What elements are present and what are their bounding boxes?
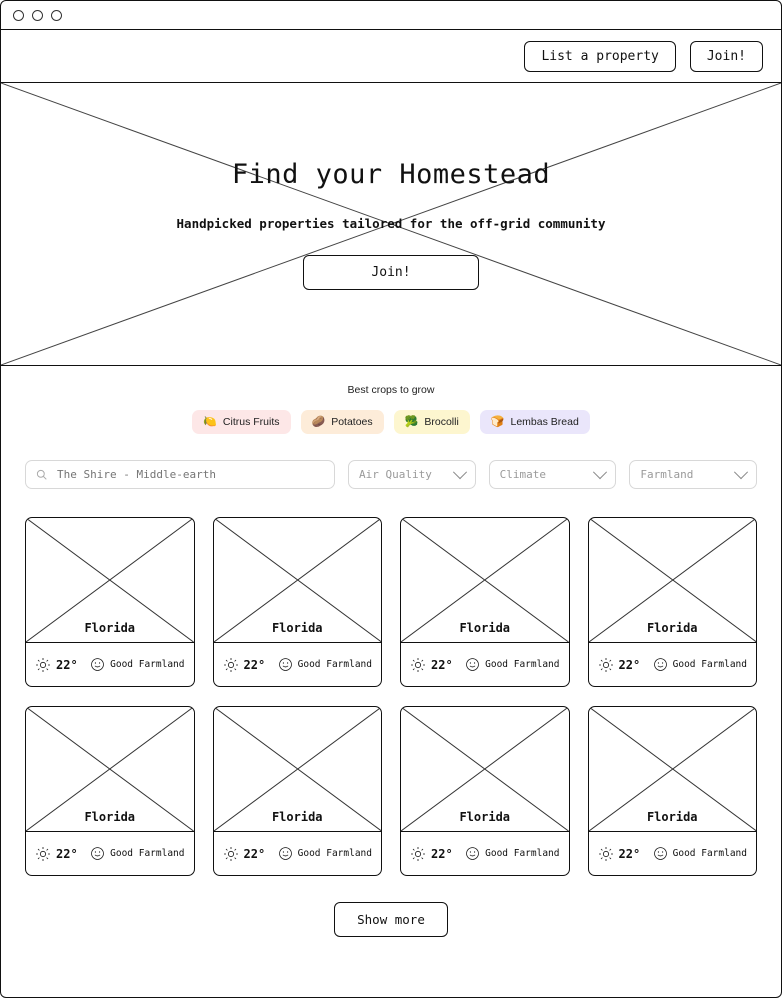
farmland-info [278,846,372,861]
temperature-value: 22° [618,846,641,861]
crop-chip-label: Brocolli [424,416,459,428]
listing-meta [401,832,569,875]
search-icon [36,469,47,480]
listing-image [589,518,757,643]
farmland-info [465,657,559,672]
hero-subtitle: Handpicked properties tailored for the off-grid community [176,215,606,231]
crop-chip-label: Citrus Fruits [222,416,280,428]
listing-card[interactable] [25,517,195,687]
temperature-info [223,846,266,862]
listing-title: Florida [269,621,326,635]
filter-climate[interactable] [489,460,617,489]
listing-card[interactable] [588,706,758,876]
location-search[interactable] [25,460,335,489]
crop-chip-label: Potatoes [331,416,373,428]
top-nav [1,30,781,83]
temperature-info [35,846,78,862]
farmland-quality: Good Farmland [672,659,747,670]
listing-card[interactable] [25,706,195,876]
farmland-quality: Good Farmland [485,659,560,670]
smiley-icon [653,657,668,672]
listing-title: Florida [644,810,701,824]
listing-card[interactable] [588,517,758,687]
main-content [1,366,781,997]
listing-title: Florida [644,621,701,635]
temperature-value: 22° [243,846,266,861]
listing-card[interactable] [400,706,570,876]
minimize-icon[interactable] [32,10,43,21]
listing-title: Florida [269,810,326,824]
chevron-down-icon [593,465,607,479]
listing-image [26,518,194,643]
listing-title: Florida [81,621,138,635]
listing-meta [26,643,194,686]
temperature-value: 22° [56,657,78,672]
show-more-button[interactable]: Show more [334,902,448,937]
filter-bar [25,460,757,489]
listing-image [26,707,194,832]
crop-chip-label: Lembas Bread [510,416,579,428]
smiley-icon [465,657,480,672]
listing-meta [401,643,569,686]
hero-section [1,83,781,366]
farmland-quality: Good Farmland [110,848,185,859]
farmland-info [653,846,747,861]
temperature-value: 22° [618,657,641,672]
smiley-icon [278,846,293,861]
temperature-info [598,657,641,673]
smiley-icon [653,846,668,861]
farmland-info [90,657,184,672]
crop-chip-list [25,410,757,434]
temperature-info [35,657,78,673]
broccoli-icon: 🥦 [404,415,419,428]
lemon-icon: 🍋 [203,415,217,428]
crop-chip-brocolli[interactable] [394,410,470,434]
chevron-down-icon [734,465,748,479]
sun-icon [223,846,239,862]
temperature-info [598,846,641,862]
filter-label: Farmland [640,468,694,481]
temperature-info [410,657,453,673]
farmland-info [653,657,747,672]
crop-chip-citrus-fruits[interactable] [192,410,290,434]
chevron-down-icon [453,465,467,479]
bread-icon: 🍞 [490,415,505,428]
filter-farmland[interactable] [629,460,757,489]
sun-icon [598,846,614,862]
listing-title: Florida [81,810,138,824]
listing-image [214,518,382,643]
farmland-info [278,657,372,672]
temperature-value: 22° [243,657,266,672]
crop-chip-potatoes[interactable] [301,410,384,434]
hero-join-button[interactable]: Join! [303,255,479,290]
temperature-value: 22° [431,657,453,672]
temperature-value: 22° [431,846,453,861]
listing-image [401,707,569,832]
sun-icon [35,657,51,673]
smiley-icon [90,657,105,672]
listing-title: Florida [456,621,513,635]
filter-label: Air Quality [359,468,432,481]
show-more-row [25,902,757,937]
window-titlebar [1,1,781,30]
filter-air-quality[interactable] [348,460,476,489]
farmland-info [90,846,184,861]
smiley-icon [465,846,480,861]
farmland-quality: Good Farmland [297,659,372,670]
farmland-info [465,846,559,861]
hero-title: Find your Homestead [231,158,551,190]
list-a-property-button[interactable]: List a property [524,41,675,72]
crops-section-title: Best crops to grow [347,384,435,396]
farmland-quality: Good Farmland [485,848,560,859]
temperature-info [223,657,266,673]
listing-meta [589,832,757,875]
smiley-icon [90,846,105,861]
sun-icon [410,846,426,862]
filter-label: Climate [499,468,547,481]
farmland-quality: Good Farmland [672,848,747,859]
potato-icon: 🥔 [311,415,326,428]
search-input[interactable] [55,467,324,482]
farmland-quality: Good Farmland [297,848,372,859]
listing-grid [25,517,757,876]
sun-icon [223,657,239,673]
listing-meta [214,643,382,686]
listing-meta [214,832,382,875]
temperature-info [410,846,453,862]
sun-icon [410,657,426,673]
listing-card[interactable] [213,517,383,687]
listing-image [214,707,382,832]
crop-chip-lembas-bread[interactable] [480,410,590,434]
listing-card[interactable] [213,706,383,876]
join-button[interactable]: Join! [690,41,763,72]
close-icon[interactable] [13,10,24,21]
listing-title: Florida [456,810,513,824]
sun-icon [35,846,51,862]
listing-image [589,707,757,832]
listing-card[interactable] [400,517,570,687]
listing-meta [589,643,757,686]
farmland-quality: Good Farmland [110,659,185,670]
listing-image [401,518,569,643]
maximize-icon[interactable] [51,10,62,21]
temperature-value: 22° [56,846,78,861]
listing-meta [26,832,194,875]
smiley-icon [278,657,293,672]
sun-icon [598,657,614,673]
